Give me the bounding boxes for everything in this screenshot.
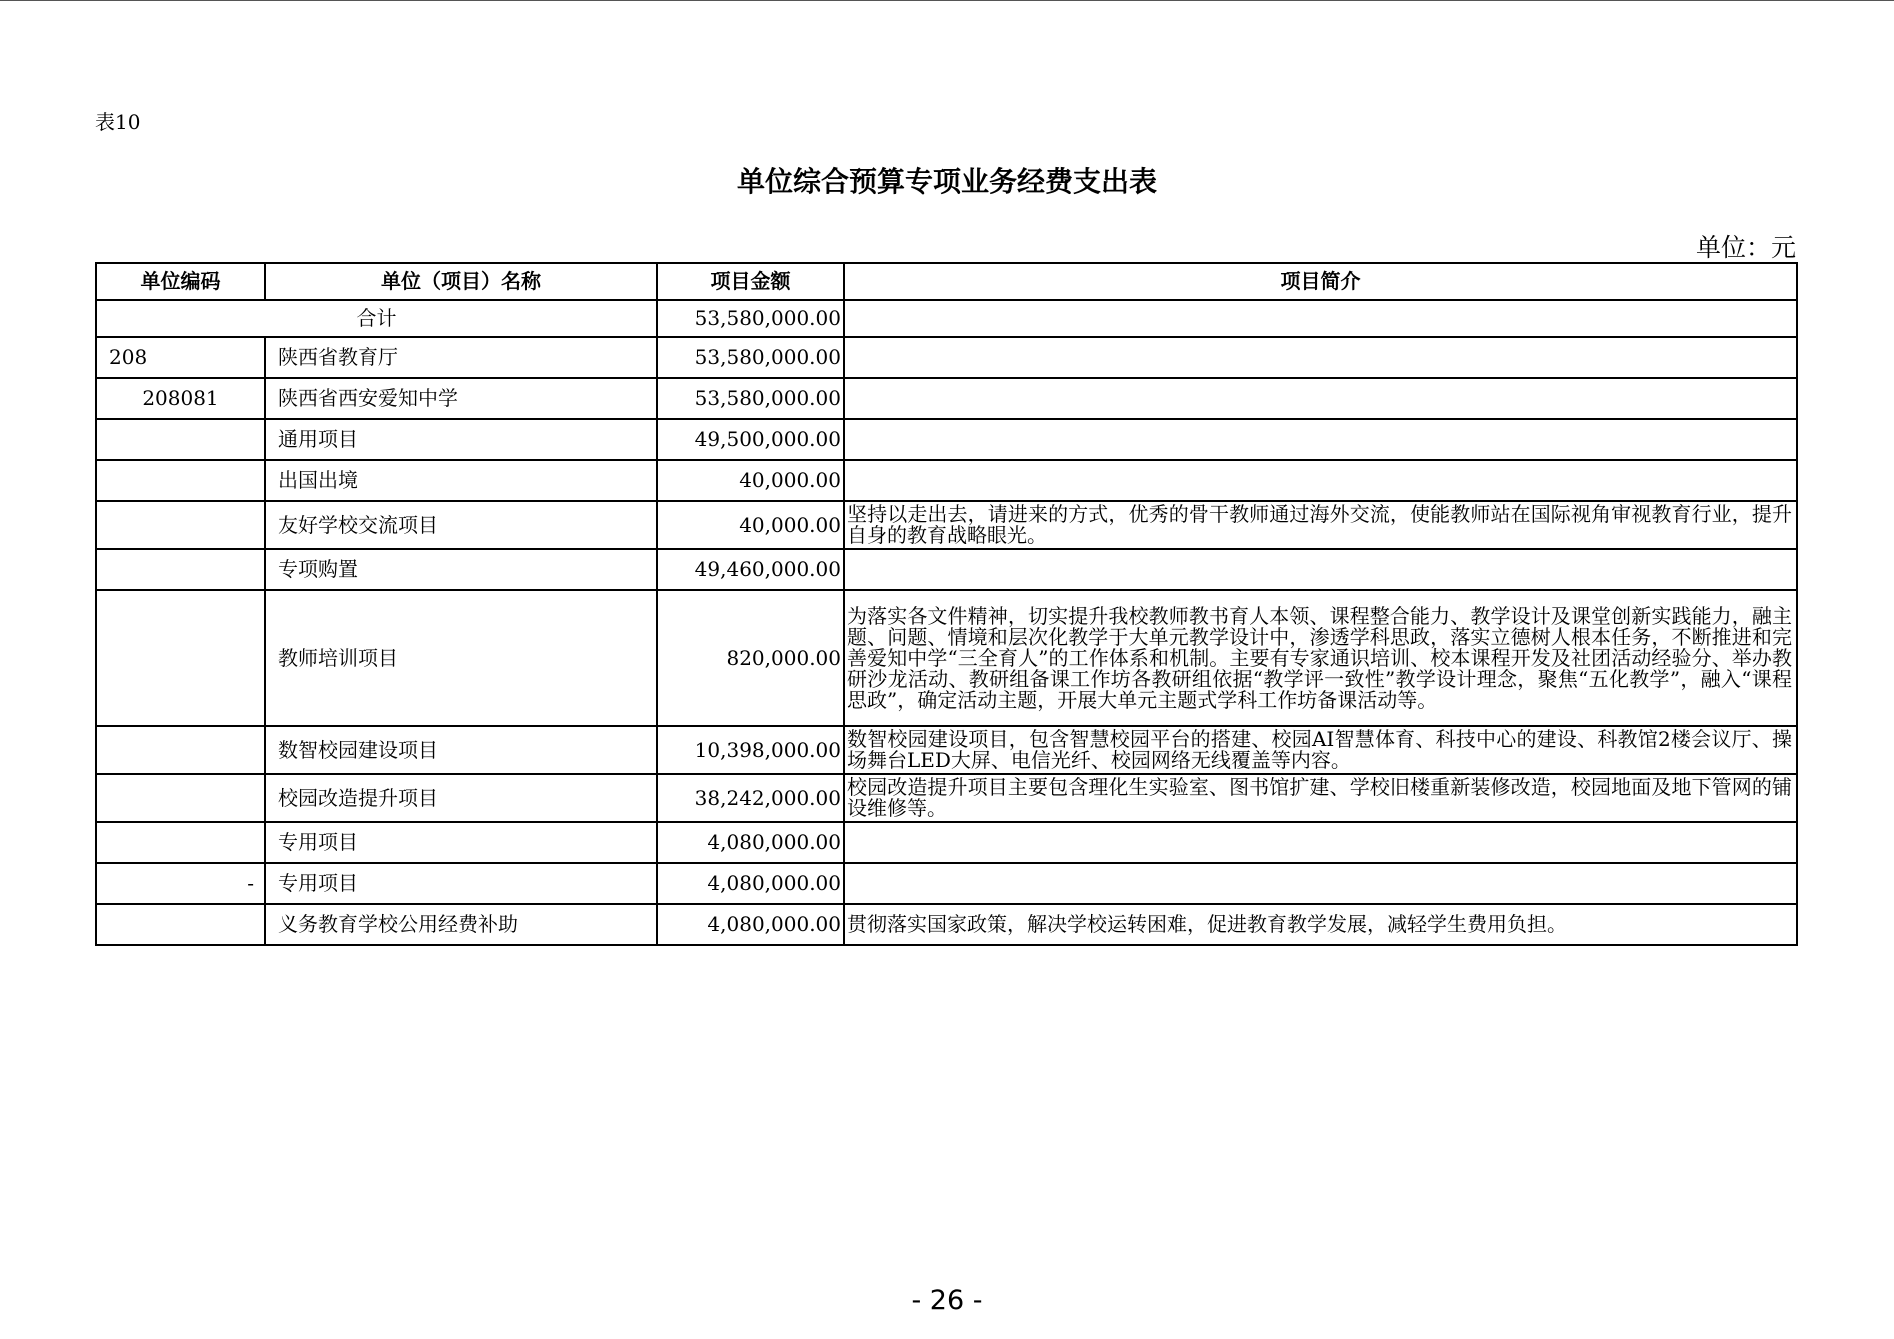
budget-table bbox=[95, 262, 1798, 946]
total-amount: 53,580,000.00 bbox=[657, 300, 844, 337]
row-amount: 4,080,000.00 bbox=[657, 822, 844, 863]
header-name: 单位（项目）名称 bbox=[265, 263, 657, 300]
row-name: 数智校园建设项目 bbox=[265, 726, 657, 774]
header-code: 单位编码 bbox=[96, 263, 265, 300]
page-title: 单位综合预算专项业务经费支出表 bbox=[736, 165, 1157, 198]
table-row bbox=[96, 726, 1797, 774]
top-border-line bbox=[0, 0, 1894, 1]
table-row bbox=[96, 549, 1797, 590]
row-code: - bbox=[96, 863, 265, 904]
header-description: 项目简介 bbox=[844, 263, 1797, 300]
row-amount: 49,460,000.00 bbox=[657, 549, 844, 590]
table-row bbox=[96, 337, 1797, 378]
row-code bbox=[96, 774, 265, 822]
row-description: 贯彻落实国家政策，解决学校运转困难，促进教育教学发展，减轻学生费用负担。 bbox=[844, 904, 1797, 945]
row-amount: 40,000.00 bbox=[657, 501, 844, 549]
row-description bbox=[844, 549, 1797, 590]
row-name: 教师培训项目 bbox=[265, 590, 657, 726]
total-label: 合计 bbox=[96, 300, 657, 337]
row-name: 校园改造提升项目 bbox=[265, 774, 657, 822]
header-amount: 项目金额 bbox=[657, 263, 844, 300]
row-amount: 38,242,000.00 bbox=[657, 774, 844, 822]
row-code bbox=[96, 904, 265, 945]
row-description: 校园改造提升项目主要包含理化生实验室、图书馆扩建、学校旧楼重新装修改造，校园地面及地下管网的铺设维修等。 bbox=[844, 774, 1797, 822]
row-amount: 820,000.00 bbox=[657, 590, 844, 726]
table-row bbox=[96, 863, 1797, 904]
table-row bbox=[96, 419, 1797, 460]
row-amount: 53,580,000.00 bbox=[657, 337, 844, 378]
row-code bbox=[96, 726, 265, 774]
row-description bbox=[844, 419, 1797, 460]
row-code: 208081 bbox=[96, 378, 265, 419]
table-row bbox=[96, 378, 1797, 419]
row-name: 出国出境 bbox=[265, 460, 657, 501]
row-amount: 4,080,000.00 bbox=[657, 863, 844, 904]
page-number: - 26 - bbox=[911, 1285, 983, 1316]
row-description bbox=[844, 822, 1797, 863]
row-description bbox=[844, 378, 1797, 419]
row-description: 为落实各文件精神，切实提升我校教师教书育人本领、课程整合能力、教学设计及课堂创新实践能力，融主题、问题、情境和层次化教学于大单元教学设计中，渗透学科思政，落实立德树人根本任务，不断推进和完善爱知中学“三全育人”的工作体系和机制。主要有专家通识培训、校本课程开发及社团活动经验分、举办教研沙龙活动、教研组备课工作坊各教研组依据“教学评一致性”教学设计理念，聚焦“五化教学”，融入“课程思政”，确定活动主题，开展大单元主题式学科工作坊备课活动等。 bbox=[844, 590, 1797, 726]
row-description: 数智校园建设项目，包含智慧校园平台的搭建、校园AI智慧体育、科技中心的建设、科教馆2楼会议厅、操场舞台LED大屏、电信光纤、校园网络无线覆盖等内容。 bbox=[844, 726, 1797, 774]
table-row bbox=[96, 590, 1797, 726]
row-description: 坚持以走出去，请进来的方式，优秀的骨干教师通过海外交流，使能教师站在国际视角审视教育行业，提升自身的教育战略眼光。 bbox=[844, 501, 1797, 549]
row-amount: 53,580,000.00 bbox=[657, 378, 844, 419]
table-number: 表10 bbox=[95, 110, 141, 134]
row-description bbox=[844, 460, 1797, 501]
row-name: 义务教育学校公用经费补助 bbox=[265, 904, 657, 945]
row-code bbox=[96, 590, 265, 726]
row-name: 专用项目 bbox=[265, 863, 657, 904]
row-code bbox=[96, 419, 265, 460]
row-amount: 4,080,000.00 bbox=[657, 904, 844, 945]
row-code bbox=[96, 549, 265, 590]
row-name: 陕西省教育厅 bbox=[265, 337, 657, 378]
row-amount: 49,500,000.00 bbox=[657, 419, 844, 460]
total-description bbox=[844, 300, 1797, 337]
table-row bbox=[96, 460, 1797, 501]
row-code bbox=[96, 822, 265, 863]
unit-label: 单位：元 bbox=[1695, 233, 1796, 262]
row-name: 陕西省西安爱知中学 bbox=[265, 378, 657, 419]
row-name: 专用项目 bbox=[265, 822, 657, 863]
row-code bbox=[96, 460, 265, 501]
row-code: 208 bbox=[96, 337, 265, 378]
table-row bbox=[96, 774, 1797, 822]
row-code bbox=[96, 501, 265, 549]
table-header-row bbox=[96, 263, 1797, 300]
table-row bbox=[96, 822, 1797, 863]
row-amount: 40,000.00 bbox=[657, 460, 844, 501]
row-description bbox=[844, 337, 1797, 378]
row-name: 通用项目 bbox=[265, 419, 657, 460]
table-row bbox=[96, 904, 1797, 945]
row-name: 友好学校交流项目 bbox=[265, 501, 657, 549]
row-name: 专项购置 bbox=[265, 549, 657, 590]
total-row bbox=[96, 300, 1797, 337]
row-amount: 10,398,000.00 bbox=[657, 726, 844, 774]
table-row bbox=[96, 501, 1797, 549]
row-description bbox=[844, 863, 1797, 904]
